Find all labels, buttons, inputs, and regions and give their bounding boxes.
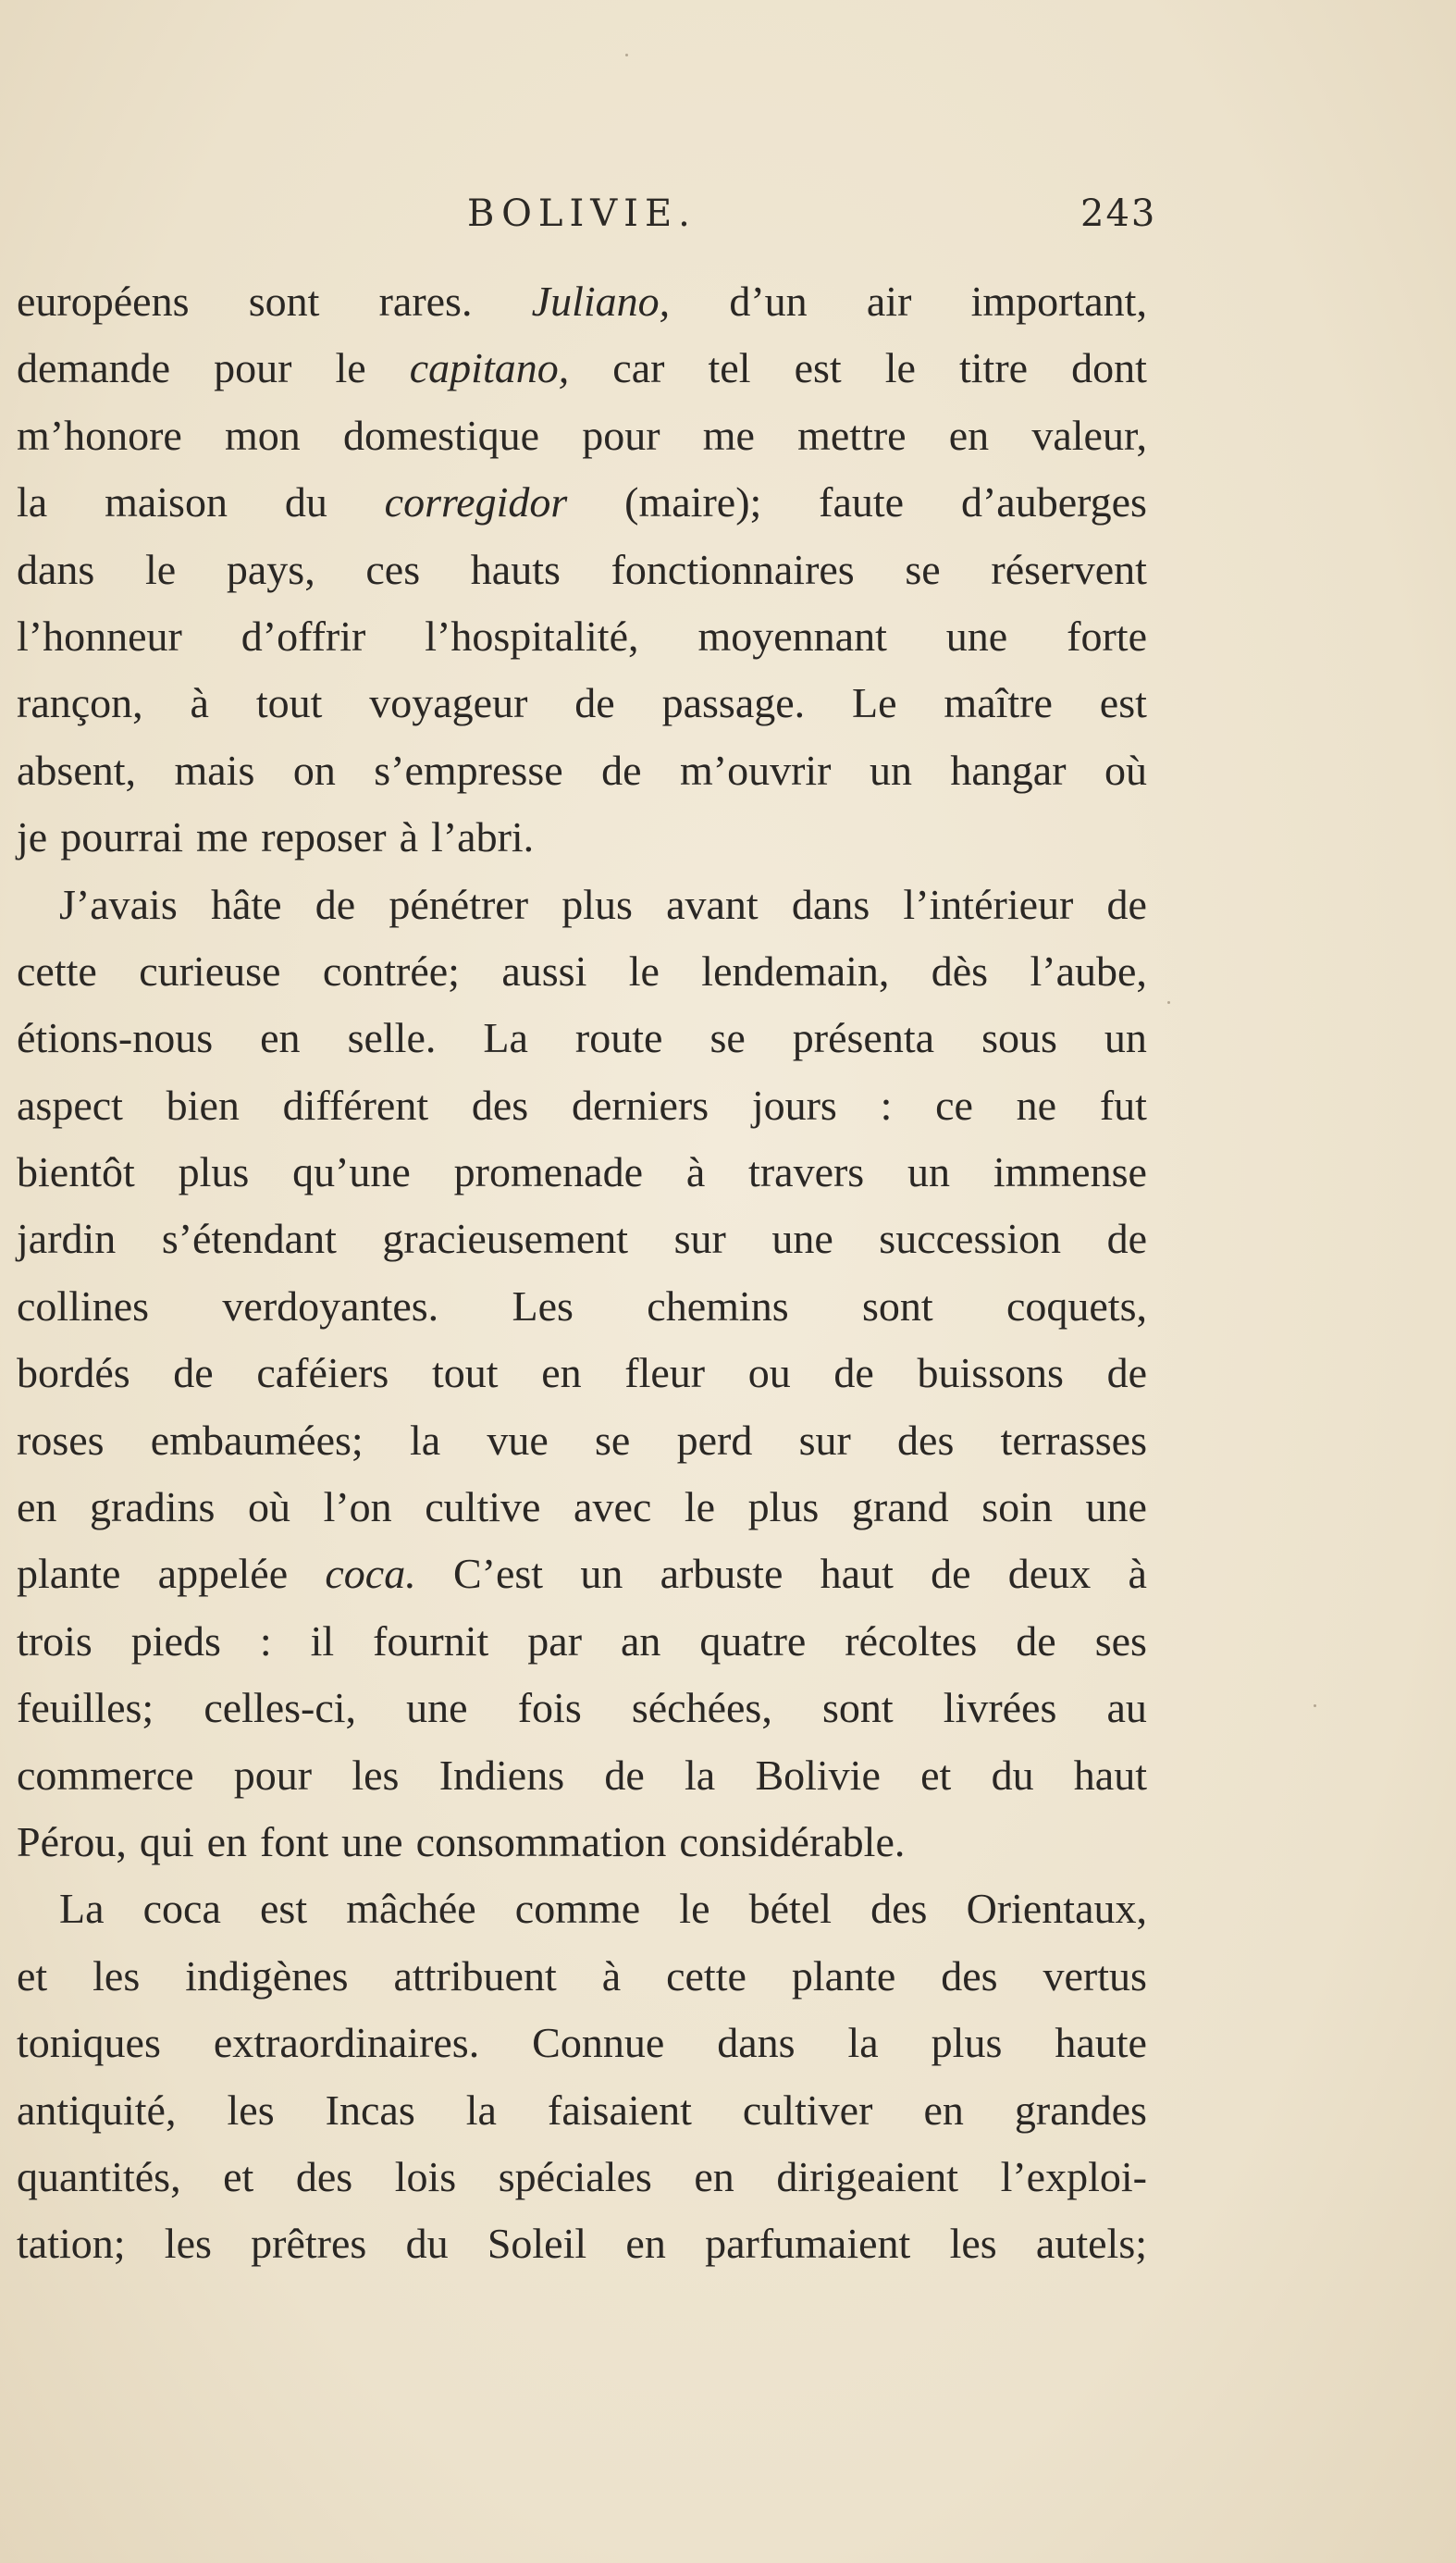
word: en <box>625 2220 666 2268</box>
word: lois <box>394 2152 457 2200</box>
word: La <box>59 1885 105 1933</box>
text-line <box>17 469 1147 536</box>
italic-word: corregidor <box>384 478 568 526</box>
word: soin <box>981 1483 1053 1531</box>
word: à <box>190 679 209 727</box>
word: verdoyantes. <box>222 1282 439 1330</box>
word: Pérou, <box>17 1817 127 1865</box>
word: pays, <box>226 545 315 593</box>
word: aspect <box>17 1081 123 1129</box>
word: spéciales <box>498 2152 652 2200</box>
word: antiquité, <box>17 2086 177 2134</box>
word: m’ouvrir <box>679 746 832 794</box>
word: fut <box>1099 1081 1147 1129</box>
word: en <box>694 2152 734 2200</box>
word: hangar <box>950 746 1067 794</box>
word: une <box>406 1684 468 1732</box>
word: route <box>574 1014 663 1062</box>
word: passage. <box>661 679 806 727</box>
word: dont <box>1071 344 1147 392</box>
word: des <box>941 1951 998 2000</box>
word: le <box>679 1885 710 1933</box>
word: terrasses <box>1000 1416 1147 1464</box>
word: indigènes <box>185 1951 349 2000</box>
word: sont <box>861 1282 933 1330</box>
word: immense <box>993 1148 1147 1196</box>
word: travers <box>748 1148 865 1196</box>
text-line <box>17 1206 1147 1272</box>
text-line <box>17 1474 1147 1541</box>
word: commerce <box>17 1751 194 1799</box>
word: roses <box>17 1416 105 1464</box>
word: pénétrer <box>389 880 529 928</box>
word: l’exploi- <box>1000 2152 1147 2200</box>
word: succession <box>879 1215 1062 1263</box>
word: feuilles; <box>17 1684 154 1732</box>
word: bien <box>166 1081 240 1129</box>
word: on <box>292 746 336 794</box>
word: mon <box>225 411 301 459</box>
word: domestique <box>342 411 540 459</box>
word: pourrai <box>60 813 184 861</box>
word: un <box>869 746 912 794</box>
word: celles-ci, <box>204 1684 357 1732</box>
word: en <box>948 411 990 459</box>
word: plus <box>178 1148 250 1196</box>
word: gradins <box>90 1483 216 1531</box>
word: se <box>709 1014 746 1062</box>
word: le <box>884 344 916 392</box>
word: le <box>335 344 366 392</box>
word: aussi <box>501 947 587 995</box>
word: Orientaux, <box>966 1885 1147 1933</box>
word: (maire); <box>624 478 762 526</box>
word: en <box>17 1483 57 1531</box>
word: vertus <box>1043 1951 1147 2000</box>
word: Le <box>852 679 897 727</box>
word: de <box>1106 1215 1147 1263</box>
word: en <box>206 1817 248 1865</box>
word: Soleil <box>487 2220 587 2268</box>
word: du <box>284 478 327 526</box>
word: se <box>595 1416 631 1464</box>
word: m’honore <box>17 411 182 459</box>
word: d’auberges <box>960 478 1147 526</box>
page-header <box>0 192 1456 248</box>
word: plante <box>791 1951 896 2000</box>
word: sur <box>673 1215 726 1263</box>
word: où <box>248 1483 290 1531</box>
text-line <box>17 1139 1147 1206</box>
word: fois <box>517 1684 582 1732</box>
word: à <box>601 1951 622 2000</box>
word: en <box>923 2086 964 2134</box>
text-line <box>17 2144 1147 2210</box>
word: européens <box>17 278 190 325</box>
word: ne <box>1016 1081 1057 1129</box>
word: le <box>628 947 660 995</box>
word: demande <box>17 344 171 392</box>
word: an <box>621 1616 661 1665</box>
word: réservent <box>991 545 1147 593</box>
word: : <box>880 1081 893 1129</box>
word: La <box>483 1014 528 1062</box>
word: sur <box>798 1416 851 1464</box>
word: attribuent <box>393 1951 557 2000</box>
word: grand <box>851 1483 949 1531</box>
text-line <box>17 1608 1147 1675</box>
word: vue <box>487 1416 549 1464</box>
word: maître <box>944 679 1053 727</box>
italic-word: Juliano, <box>531 278 671 325</box>
running-title: BOLIVIE. <box>467 192 697 235</box>
word: une <box>341 1817 403 1865</box>
word: de <box>833 1349 874 1397</box>
word: curieuse <box>139 947 281 995</box>
word: ou <box>747 1349 791 1397</box>
word: il <box>310 1616 335 1665</box>
text-line <box>17 1943 1147 2010</box>
word: l’honneur <box>17 612 182 660</box>
word: caféiers <box>256 1349 389 1397</box>
word: le <box>684 1483 716 1531</box>
word: et <box>17 1951 48 2000</box>
word: buissons <box>917 1349 1064 1397</box>
word: d’offrir <box>241 612 366 660</box>
text-line <box>17 268 1147 335</box>
word: par <box>527 1616 583 1665</box>
word: les <box>949 2220 997 2268</box>
word: l’on <box>323 1483 392 1531</box>
word: extraordinaires. <box>213 2019 480 2067</box>
word: fleur <box>624 1349 706 1397</box>
word: jours <box>751 1081 837 1129</box>
word: des <box>897 1416 955 1464</box>
word: récoltes <box>845 1616 978 1665</box>
word: air <box>866 278 912 325</box>
word: perd <box>676 1416 753 1464</box>
word: de <box>574 679 615 727</box>
word: dans <box>717 2019 796 2067</box>
word: d’un <box>729 278 808 325</box>
text-line <box>17 2077 1147 2144</box>
word: quatre <box>699 1616 807 1665</box>
word: se <box>905 545 941 593</box>
word: séchées, <box>631 1684 772 1732</box>
word: de <box>173 1349 214 1397</box>
word: qui <box>139 1817 194 1865</box>
word: est <box>260 1885 308 1933</box>
word: l’aube, <box>1030 947 1147 995</box>
ink-speck <box>625 54 628 56</box>
word: le <box>145 545 177 593</box>
word: fournit <box>373 1616 489 1665</box>
text-line <box>17 1273 1147 1340</box>
text-line <box>17 1005 1147 1071</box>
word: pieds <box>130 1616 221 1665</box>
word: la <box>17 478 48 526</box>
text-line <box>17 402 1147 469</box>
word: les <box>93 1951 141 2000</box>
word: ces <box>365 545 421 593</box>
word: est <box>1099 679 1147 727</box>
word: des <box>870 1885 928 1933</box>
word: Les <box>512 1282 574 1330</box>
word: tout <box>255 679 323 727</box>
text-line <box>17 603 1147 670</box>
word: me <box>196 813 249 861</box>
word: dans <box>791 880 870 928</box>
word: une <box>1085 1483 1147 1531</box>
word: collines <box>17 1282 150 1330</box>
word: contrée; <box>322 947 460 995</box>
word: titre <box>959 344 1029 392</box>
word: un <box>580 1550 623 1598</box>
italic-word: coca. <box>325 1550 416 1598</box>
word: Incas <box>325 2086 415 2134</box>
word: forte <box>1067 612 1147 660</box>
word: les <box>352 1751 400 1799</box>
word: la <box>847 2019 879 2067</box>
word: à <box>1128 1550 1147 1598</box>
word: coca <box>142 1885 221 1933</box>
word: arbuste <box>660 1550 784 1598</box>
word: promenade <box>453 1148 643 1196</box>
text-line <box>17 1072 1147 1139</box>
word: gracieusement <box>382 1215 629 1263</box>
ink-speck <box>1167 1001 1170 1004</box>
word: et <box>920 1751 952 1799</box>
word: en <box>260 1014 301 1062</box>
ink-speck <box>1314 1704 1316 1707</box>
word: ce <box>935 1081 973 1129</box>
word: haut <box>1073 1751 1147 1799</box>
body-text <box>17 268 1147 2278</box>
word: qu’une <box>292 1148 411 1196</box>
word: dès <box>931 947 989 995</box>
text-line <box>17 1742 1147 1809</box>
word: du <box>405 2220 449 2268</box>
word: est <box>794 344 842 392</box>
word: les <box>227 2086 275 2134</box>
text-line <box>17 2010 1147 2076</box>
word: faute <box>819 478 905 526</box>
word: maison <box>105 478 228 526</box>
word: de <box>1106 880 1147 928</box>
word: derniers <box>571 1081 709 1129</box>
text-line <box>17 872 1147 938</box>
word: tout <box>431 1349 499 1397</box>
word: Indiens <box>438 1751 565 1799</box>
word: trois <box>17 1616 93 1665</box>
word: mâchée <box>346 1885 476 1933</box>
word: je <box>17 813 48 861</box>
word: au <box>1106 1684 1147 1732</box>
word: de <box>315 880 356 928</box>
word: mais <box>174 746 255 794</box>
word: lendemain, <box>701 947 890 995</box>
word: rançon, <box>17 679 143 727</box>
word: parfumaient <box>705 2220 911 2268</box>
word: important, <box>970 278 1147 325</box>
word: cultiver <box>742 2086 873 2134</box>
word: bientôt <box>17 1148 135 1196</box>
word: dans <box>17 545 95 593</box>
word: moyennant <box>697 612 887 660</box>
word: s’empresse <box>374 746 563 794</box>
word: mettre <box>797 411 907 459</box>
word: une <box>771 1215 833 1263</box>
word: présenta <box>792 1014 935 1062</box>
word: reposer <box>261 813 387 861</box>
word: plus <box>931 2019 1003 2067</box>
word: l’intérieur <box>903 880 1074 928</box>
word: comme <box>514 1885 641 1933</box>
word: sont <box>248 278 320 325</box>
word: des <box>471 1081 529 1129</box>
word: car <box>612 344 665 392</box>
page-number: 243 <box>1080 192 1157 235</box>
word: autels; <box>1035 2220 1147 2268</box>
word: une <box>945 612 1008 660</box>
word: la <box>685 1751 716 1799</box>
word: plante <box>17 1550 121 1598</box>
word: font <box>260 1817 329 1865</box>
word: voyageur <box>369 679 528 727</box>
word: chemins <box>647 1282 789 1330</box>
word: absent, <box>17 746 137 794</box>
text-line <box>17 537 1147 603</box>
word: en <box>541 1349 582 1397</box>
word: embaumées; <box>150 1416 364 1464</box>
word: étions-nous <box>17 1014 214 1062</box>
word: Connue <box>532 2019 665 2067</box>
word: de <box>1106 1349 1147 1397</box>
word: cultive <box>425 1483 541 1531</box>
word: toniques <box>17 2019 161 2067</box>
word: hauts <box>470 545 561 593</box>
word: des <box>295 2152 353 2200</box>
word: livrées <box>943 1684 1057 1732</box>
text-line <box>17 737 1147 804</box>
text-line <box>17 938 1147 1005</box>
word: sont <box>821 1684 894 1732</box>
text-line <box>17 1876 1147 1942</box>
word: avant <box>666 880 759 928</box>
word: C’est <box>452 1550 544 1598</box>
word: les <box>164 2220 212 2268</box>
word: ses <box>1094 1616 1147 1665</box>
text-line <box>17 2210 1147 2277</box>
word: s’étendant <box>161 1215 337 1263</box>
word: de <box>604 1751 645 1799</box>
word: grandes <box>1014 2086 1147 2134</box>
word: coquets, <box>1006 1282 1147 1330</box>
word: l’hospitalité, <box>425 612 639 660</box>
word: J’avais <box>59 880 178 928</box>
text-line <box>17 1675 1147 1741</box>
word: bordés <box>17 1349 130 1397</box>
word: à <box>399 813 419 861</box>
text-line <box>17 804 1147 871</box>
word: un <box>907 1148 951 1196</box>
word: rares. <box>378 278 473 325</box>
word: dirigeaient <box>776 2152 959 2200</box>
word: l’abri. <box>431 813 535 861</box>
word: la <box>465 2086 497 2134</box>
word: faisaient <box>548 2086 692 2134</box>
word: tel <box>708 344 751 392</box>
word: haute <box>1055 2019 1147 2067</box>
word: tation; <box>17 2220 126 2268</box>
word: me <box>702 411 755 459</box>
word: de <box>1016 1616 1056 1665</box>
word: hâte <box>210 880 282 928</box>
word: à <box>685 1148 706 1196</box>
word: où <box>1104 746 1147 794</box>
word: quantités, <box>17 2152 181 2200</box>
word: du <box>991 1751 1034 1799</box>
word: appelée <box>157 1550 289 1598</box>
word: un <box>1104 1014 1147 1062</box>
word: cette <box>17 947 97 995</box>
word: sous <box>981 1014 1057 1062</box>
word: et <box>223 2152 254 2200</box>
text-line <box>17 1407 1147 1474</box>
word: pour <box>233 1751 313 1799</box>
text-line <box>17 1340 1147 1406</box>
word: fonctionnaires <box>611 545 855 593</box>
word: cette <box>666 1951 747 2000</box>
word: la <box>409 1416 441 1464</box>
word: considérable. <box>679 1817 906 1865</box>
word: consommation <box>415 1817 667 1865</box>
word: bétel <box>748 1885 833 1933</box>
word: pour <box>582 411 660 459</box>
word: avec <box>574 1483 652 1531</box>
text-line <box>17 670 1147 737</box>
word: valeur, <box>1031 411 1147 459</box>
italic-word: capitano, <box>409 344 570 392</box>
word: : <box>259 1616 272 1665</box>
word: haut <box>820 1550 894 1598</box>
text-line <box>17 1541 1147 1607</box>
word: différent <box>282 1081 429 1129</box>
word: de <box>601 746 642 794</box>
word: jardin <box>17 1215 117 1263</box>
word: prêtres <box>251 2220 367 2268</box>
word: Bolivie <box>755 1751 881 1799</box>
word: plus <box>747 1483 820 1531</box>
word: selle. <box>347 1014 437 1062</box>
text-line <box>17 1809 1147 1876</box>
word: de <box>931 1550 971 1598</box>
text-line <box>17 335 1147 402</box>
word: deux <box>1007 1550 1092 1598</box>
word: plus <box>561 880 633 928</box>
word: pour <box>214 344 292 392</box>
